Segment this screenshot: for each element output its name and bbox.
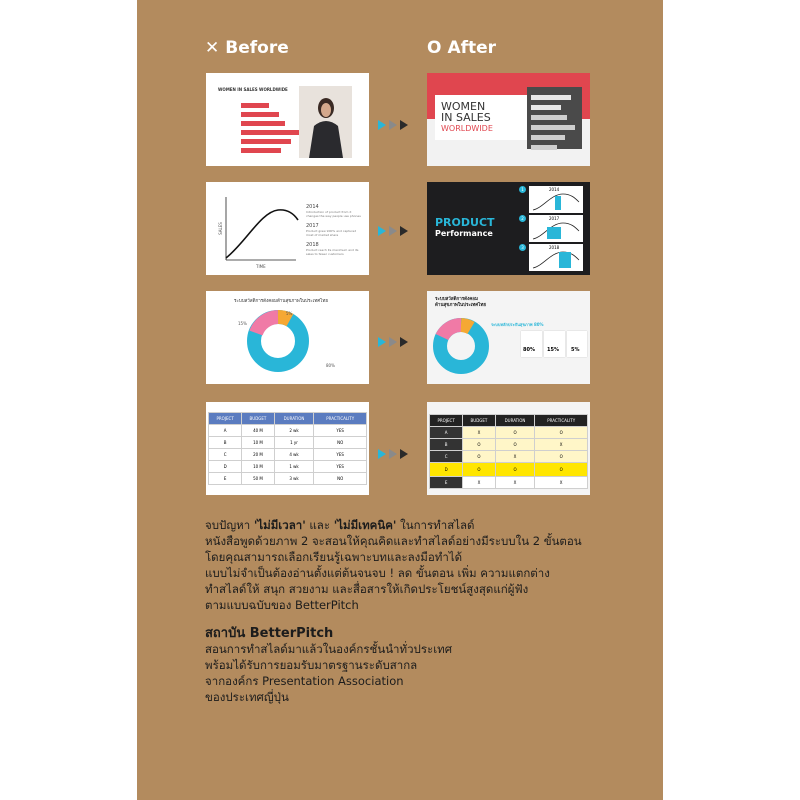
cell: O	[463, 463, 495, 477]
step-badge: 3	[519, 244, 526, 251]
note	[306, 223, 364, 237]
text-span: 'ไม่มีเทคนิค'	[333, 518, 397, 532]
slide4-after-table	[429, 414, 588, 489]
slide3-after-callout: ระบบหลักประกันสุขภาพ 80%	[491, 322, 544, 327]
slide3-label-top: 5%	[286, 311, 293, 316]
cell: 20 M	[242, 449, 274, 461]
cell: YES	[314, 461, 367, 473]
cell: 1 wk	[274, 461, 314, 473]
cell: 50 M	[242, 473, 274, 485]
table-row	[430, 427, 588, 439]
cell: E	[430, 477, 463, 489]
note-year: 2018	[306, 242, 319, 248]
slide4-before-table	[208, 412, 367, 485]
title-line: ระบบสวัสดิการดังคอม	[435, 297, 478, 302]
donut-slice-pink	[256, 317, 278, 333]
text-span: จบปัญหา	[205, 518, 254, 532]
table-row	[209, 461, 367, 473]
table-row	[209, 449, 367, 461]
cell: C	[430, 451, 463, 463]
stat-value: 80%	[523, 347, 535, 353]
stat-card	[521, 331, 542, 357]
institute-line: พร้อมได้รับการยอมรับมาตรฐานระดับสากล	[205, 658, 418, 672]
col-header: PRACTICALITY	[314, 413, 367, 425]
slide4-after	[427, 402, 590, 495]
cell: 2 wk	[274, 425, 314, 437]
bar	[531, 115, 567, 120]
cell: 1 yr	[274, 437, 314, 449]
table-row	[209, 473, 367, 485]
institute-line: จากองค์กร Presentation Association	[205, 674, 404, 688]
title-line: ด้านสุขภาพในประเทศไทย	[435, 303, 486, 308]
slide1-after	[427, 73, 590, 166]
bar	[241, 130, 299, 135]
cell: O	[463, 451, 495, 463]
bar	[531, 95, 571, 100]
after-header	[427, 38, 496, 58]
title-line: PRODUCT	[435, 216, 495, 229]
description-block	[205, 517, 595, 613]
cell: A	[430, 427, 463, 439]
table-row	[209, 425, 367, 437]
cell: X	[495, 451, 535, 463]
table-row-highlight	[430, 463, 588, 477]
mini-chart	[529, 244, 583, 271]
donut-slice-pink	[442, 325, 461, 337]
note-text: Introduction of product from X changes the way people use phones	[306, 210, 361, 218]
description-line: ตามแบบฉบับของ BetterPitch	[205, 598, 359, 612]
table-row	[430, 439, 588, 451]
cell: 10 M	[242, 461, 274, 473]
cell: X	[535, 439, 588, 451]
cell: NO	[314, 473, 367, 485]
cell: O	[495, 427, 535, 439]
col-header: PROJECT	[430, 415, 463, 427]
bar	[531, 135, 565, 140]
col-header: DURATION	[495, 415, 535, 427]
text-span: และ	[305, 518, 334, 532]
note-text: Product grew 900% and captured most of market share	[306, 229, 357, 237]
cross-icon: ✕	[205, 38, 220, 58]
arrows-row2	[378, 221, 418, 233]
col-header: PRACTICALITY	[535, 415, 588, 427]
donut-slice-orange	[461, 325, 471, 328]
title-line: WORLDWIDE	[441, 124, 493, 133]
stat-value: 5%	[571, 347, 580, 353]
after-label: After	[447, 38, 497, 58]
slide3-after	[427, 291, 590, 384]
cell: E	[209, 473, 242, 485]
bar	[531, 105, 561, 110]
table-row	[209, 437, 367, 449]
cell: X	[463, 477, 495, 489]
cell: X	[495, 477, 535, 489]
cell: B	[430, 439, 463, 451]
cell: 10 M	[242, 437, 274, 449]
description-line: โดยคุณสามารถเลือกเรียนรู้เฉพาะบทและลงมือทำได้	[205, 550, 463, 564]
slide1-after-bars	[427, 73, 590, 166]
note-text: Product reach its maximum and its sales to fewer customers	[306, 248, 359, 256]
slide1-before	[206, 73, 369, 166]
slide2-after-panel	[519, 184, 587, 272]
step-badge: 2	[519, 215, 526, 222]
note	[306, 242, 364, 256]
bar	[241, 103, 269, 108]
step-badge: 1	[519, 186, 526, 193]
text-span: 'ไม่มีเวลา'	[253, 518, 306, 532]
cell: X	[463, 427, 495, 439]
mini-year: 2014	[549, 187, 560, 192]
slide1-before-title: WOMEN IN SALES WORLDWIDE	[218, 87, 288, 92]
slide3-label-left: 15%	[238, 321, 247, 326]
cell: D	[430, 463, 463, 477]
before-header	[205, 38, 289, 58]
description-line: แบบไม่จำเป็นต้องอ่านตั้งแต่ต้นจนจบ ! ลด ขั้นตอน เพิ่ม ความแตกต่าง	[205, 566, 550, 580]
woman-photo-icon	[299, 86, 352, 158]
slide1-before-photo	[299, 86, 352, 158]
table-row	[430, 451, 588, 463]
institute-line: สอนการทำสไลด์มาแล้วในองค์กรชั้นนำทั่วประเทศ	[205, 642, 453, 656]
mini-year: 2018	[549, 245, 560, 250]
table-row	[430, 477, 588, 489]
note-year: 2017	[306, 223, 319, 229]
mini-chart	[529, 186, 583, 213]
bar	[531, 145, 557, 150]
slide3-label-right: 80%	[326, 363, 335, 368]
before-label: Before	[225, 38, 289, 58]
arrows-row1	[378, 115, 418, 127]
circle-icon: O	[427, 38, 442, 58]
cell: A	[209, 425, 242, 437]
bar	[241, 121, 285, 126]
cell: YES	[314, 425, 367, 437]
slide2-xlabel: TIME	[256, 264, 266, 269]
bar	[241, 148, 281, 153]
cell: O	[535, 451, 588, 463]
slide4-before	[206, 402, 369, 495]
slide2-after-title	[435, 216, 495, 238]
institute-block	[205, 641, 452, 705]
stat-card	[544, 331, 565, 357]
slide3-before	[206, 291, 369, 384]
mini-year: 2017	[549, 216, 560, 221]
donut-slice-orange	[278, 317, 290, 320]
institute-line: ของประเทศญี่ปุ่น	[205, 690, 289, 704]
col-header: PROJECT	[209, 413, 242, 425]
bar	[531, 125, 575, 130]
col-header: DURATION	[274, 413, 314, 425]
slide2-ylabel: SALES	[217, 222, 223, 235]
description-line	[205, 517, 595, 533]
table-header-row	[209, 413, 367, 425]
cell: NO	[314, 437, 367, 449]
slide3-after-donut	[427, 291, 590, 384]
cell: 3 wk	[274, 473, 314, 485]
col-header: BUDGET	[242, 413, 274, 425]
bar	[241, 112, 279, 117]
cell: 40 M	[242, 425, 274, 437]
bar	[241, 139, 291, 144]
cell: X	[535, 477, 588, 489]
description-line: หนังสือพูดด้วยภาพ 2 จะสอนให้คุณคิดและทำสไลด์อย่างมีระบบใน 2 ขั้นตอน	[205, 534, 582, 548]
title-line: IN SALES	[441, 111, 491, 124]
stat-card	[567, 331, 587, 357]
title-line: Performance	[435, 229, 493, 238]
title-line: WOMEN	[441, 100, 486, 113]
cell: O	[495, 463, 535, 477]
cell: C	[209, 449, 242, 461]
cell: O	[463, 439, 495, 451]
stat-value: 15%	[547, 347, 559, 353]
cell: B	[209, 437, 242, 449]
cell: O	[535, 427, 588, 439]
cell: O	[495, 439, 535, 451]
slide2-before	[206, 182, 369, 275]
slide3-before-title: ระบบสวัสดิการดังคอมด้านสุขภาพในประเทศไทย	[234, 299, 328, 304]
sales-curve	[226, 210, 298, 258]
cell: YES	[314, 449, 367, 461]
note-year: 2014	[306, 204, 319, 210]
cell: D	[209, 461, 242, 473]
cell: 4 wk	[274, 449, 314, 461]
note	[306, 204, 364, 218]
cell: O	[535, 463, 588, 477]
slide2-after	[427, 182, 590, 275]
description-line: ทำสไลด์ให้ สนุก สวยงาม และสื่อสารให้เกิดประโยชน์สูงสุดแก่ผู้ฟัง	[205, 582, 529, 596]
text-span: ในการทำสไลด์	[396, 518, 475, 532]
slide2-notes	[306, 204, 364, 256]
arrows-row3	[378, 332, 418, 344]
col-header: BUDGET	[463, 415, 495, 427]
table-header-row	[430, 415, 588, 427]
mini-chart	[529, 215, 583, 242]
slide3-before-donut	[206, 291, 369, 384]
institute-title: สถาบัน BetterPitch	[205, 626, 334, 641]
arrows-row4	[378, 444, 418, 456]
